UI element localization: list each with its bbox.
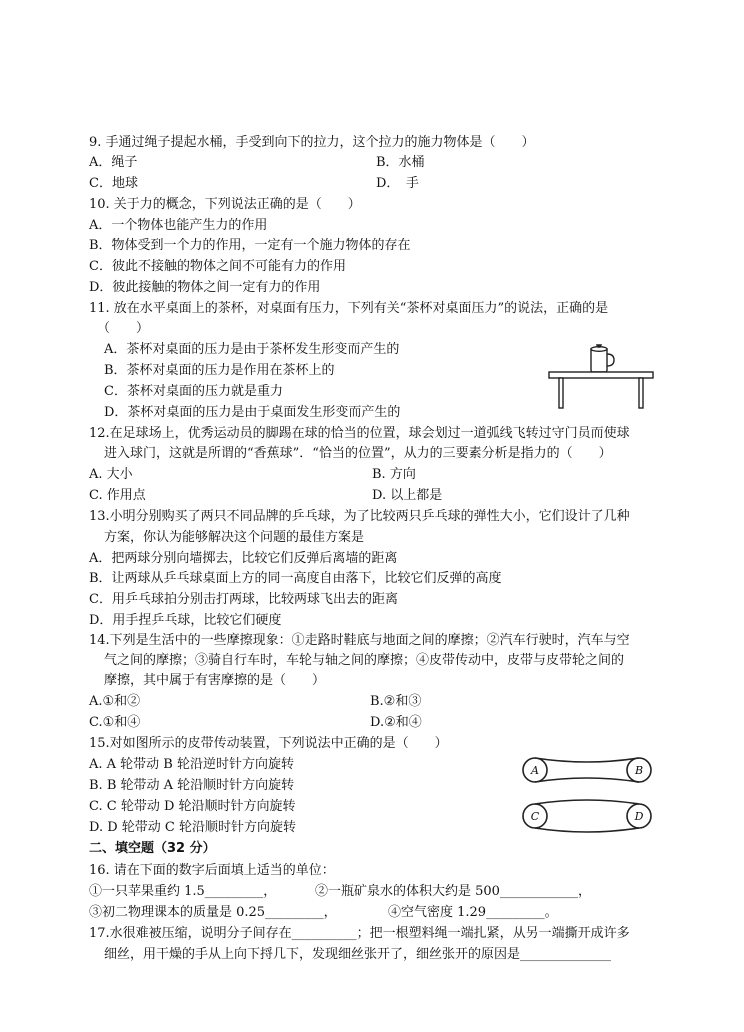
q13-stem-cont: 方案，你认为能够解决这个问题的最佳方案是: [104, 530, 365, 545]
q12-option-b: B. 方向: [372, 467, 416, 482]
q14-stem-cont2: 摩擦，其中属于有害摩擦的是（ ）: [104, 673, 326, 688]
wheel-label-a: A: [531, 764, 539, 777]
q12-option-c: C. 作用点: [89, 488, 146, 503]
q9-option-b: B．水桶: [376, 155, 425, 170]
q14-option-a: A.①和②: [89, 694, 141, 709]
q10-option-d: D．彼此接触的物体之间一定有力的作用: [89, 280, 321, 295]
q15-stem: 15.对如图所示的皮带传动装置，下列说法中正确的是（ ）: [89, 736, 448, 751]
q17-line2: 细丝，用干燥的手从上向下捋几下，发现细丝张开了，细丝张开的原因是______________: [104, 947, 612, 962]
q14-option-d: D.②和④: [370, 715, 422, 730]
q10-option-c: C．彼此不接触的物体之间不可能有力的作用: [89, 259, 346, 274]
q16-item-4: ④空气密度 1.29_________。: [388, 905, 558, 920]
q11-option-a: A．茶杯对桌面的压力是由于茶杯发生形变而产生的: [104, 342, 400, 357]
q16-item-3: ③初二物理课本的质量是 0.25_________，: [89, 905, 337, 920]
q11-option-d: D．茶杯对桌面的压力是由于桌面发生形变而产生的: [104, 405, 401, 420]
q12-stem: 12.在足球场上，优秀运动员的脚踢在球的恰当的位置，球会划过一道弧线飞转过守门员而使球: [89, 426, 630, 441]
q15-option-a: A. A 轮带动 B 轮沿逆时针方向旋转: [89, 757, 294, 772]
q16-stem: 16. 请在下面的数字后面填上适当的单位：: [89, 863, 335, 878]
q11-stem-paren: （ ）: [97, 321, 150, 336]
q16-item-1: ①一只苹果重约 1.5_________，: [89, 884, 277, 899]
q10-option-a: A．一个物体也能产生力的作用: [89, 218, 268, 233]
q11-stem: 11. 放在水平桌面上的茶杯，对桌面有压力，下列有关“茶杯对桌面压力”的说法，正确的是: [89, 301, 609, 316]
q15-option-d: D. D 轮带动 C 轮沿顺时针方向旋转: [89, 820, 296, 835]
q9-option-c: C．地球: [89, 176, 138, 191]
teacup-on-table-figure: [545, 336, 657, 412]
q16-item-2: ②一瓶矿泉水的体积大约是 500____________，: [315, 884, 591, 899]
q13-option-a: A．把两球分别向墙掷去，比较它们反弹后离墙的距离: [89, 551, 398, 566]
q15-option-b: B. B 轮带动 A 轮沿顺时针方向旋转: [89, 778, 295, 793]
q14-option-c: C.①和④: [89, 715, 141, 730]
wheel-label-d: D: [634, 810, 644, 823]
q13-option-c: C．用乒乓球拍分别击打两球，比较两球飞出去的距离: [89, 592, 398, 607]
q11-option-b: B．茶杯对桌面的压力是作用在茶杯上的: [104, 363, 335, 378]
q9-option-d: D． 手: [376, 176, 419, 191]
q14-stem-cont1: 气之间的摩擦；③骑自行车时，车轮与轴之间的摩擦；④皮带传动中，皮带与皮带轮之间的: [104, 653, 625, 668]
belt-drive-figure: [518, 752, 658, 836]
wheel-label-b: B: [634, 764, 644, 777]
q15-option-c: C. C 轮带动 D 轮沿顺时针方向旋转: [89, 799, 296, 814]
q17-line1: 17.水很难被压缩，说明分子间存在__________；把一根塑料绳一端扎紧，从另一端撕开成许多: [89, 926, 630, 941]
q9-option-a: A．绳子: [89, 155, 138, 170]
q10-stem: 10. 关于力的概念，下列说法正确的是（ ）: [89, 197, 361, 212]
q14-stem: 14.下列是生活中的一些摩擦现象：①走路时鞋底与地面之间的摩擦；②汽车行驶时，汽车与空: [89, 633, 630, 648]
q11-option-c: C．茶杯对桌面的压力就是重力: [104, 384, 283, 399]
q12-stem-cont: 进入球门，这就是所谓的“香蕉球”．“恰当的位置”，从力的三要素分析是指力的（ ）: [104, 446, 612, 461]
q14-option-b: B.②和③: [370, 694, 422, 709]
q12-option-a: A. 大小: [89, 467, 133, 482]
q9-stem: 9. 手通过绳子提起水桶，手受到向下的拉力，这个拉力的施力物体是（ ）: [89, 135, 535, 150]
q13-stem: 13.小明分别购买了两只不同品牌的乒乓球，为了比较两只乒乓球的弹性大小，它们设计了几种: [89, 509, 630, 524]
wheel-label-c: C: [530, 810, 540, 823]
q13-option-d: D．用手捏乒乓球，比较它们硬度: [89, 613, 282, 628]
q10-option-b: B．物体受到一个力的作用，一定有一个施力物体的存在: [89, 238, 411, 253]
section-title: 二、填空题（32 分）: [89, 841, 216, 856]
q12-option-d: D. 以上都是: [372, 488, 443, 503]
q13-option-b: B．让两球从乒乓球桌面上方的同一高度自由落下，比较它们反弹的高度: [89, 571, 502, 586]
